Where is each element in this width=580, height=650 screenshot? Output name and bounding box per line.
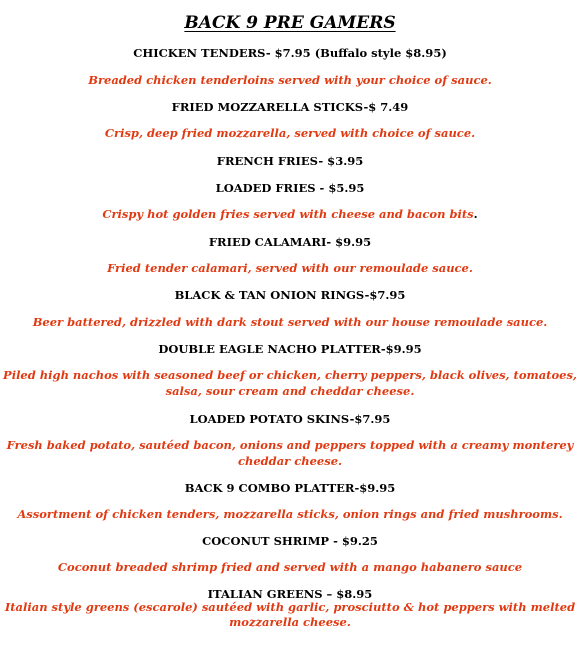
menu-line-10: Beer battered, drizzled with dark stout served with our house remoulade sauce.: [32, 315, 548, 329]
menu-line-21: ITALIAN GREENS – $8.95: [207, 587, 373, 601]
menu-line-20: Coconut breaded shrimp fried and served with a mango habanero sauce: [57, 560, 523, 574]
menu-line-11: DOUBLE EAGLE NACHO PLATTER-$9.95: [158, 342, 422, 356]
menu-line-16: cheddar cheese.: [237, 454, 343, 468]
menu-line-7: FRIED CALAMARI- $9.95: [208, 235, 372, 249]
menu-line-14: LOADED POTATO SKINS-$7.95: [189, 412, 391, 426]
menu-line-2: FRIED MOZZARELLA STICKS-$ 7.49: [171, 100, 409, 114]
menu-line-1: Breaded chicken tenderloins served with your choice of sauce.: [88, 73, 492, 87]
menu-line-5: LOADED FRIES - $5.95: [215, 181, 365, 195]
menu-line-3: Crisp, deep fried mozzarella, served with choice of sauce.: [104, 126, 476, 140]
menu-line-8: Fried tender calamari, served with our remoulade sauce.: [107, 261, 473, 275]
menu-line-6: Crispy hot golden fries served with cheese and bacon bits.: [102, 207, 478, 221]
menu-line-13: salsa, sour cream and cheddar cheese.: [165, 384, 415, 398]
menu-line-23: mozzarella cheese.: [229, 615, 351, 629]
menu-line-22: Italian style greens (escarole) sautéed with garlic, prosciutto & hot peppers with melted: [4, 600, 576, 614]
menu-line-19: COCONUT SHRIMP - $9.25: [202, 534, 378, 548]
menu-line-17: BACK 9 COMBO PLATTER-$9.95: [184, 481, 396, 495]
menu-line-4: FRENCH FRIES- $3.95: [216, 154, 364, 168]
menu-line-15: Fresh baked potato, sautéed bacon, onions and peppers topped with a creamy monterey: [6, 438, 574, 452]
menu-line-0: CHICKEN TENDERS- $7.95 (Buffalo style $8.95): [133, 46, 447, 60]
menu-title: BACK 9 PRE GAMERS: [184, 13, 396, 33]
menu-line-9: BLACK & TAN ONION RINGS-$7.95: [174, 288, 406, 302]
menu-line-12: Piled high nachos with seasoned beef or chicken, cherry peppers, black olives, tomatoes,: [3, 368, 577, 382]
menu-line-18: Assortment of chicken tenders, mozzarella sticks, onion rings and fried mushrooms.: [17, 507, 563, 521]
